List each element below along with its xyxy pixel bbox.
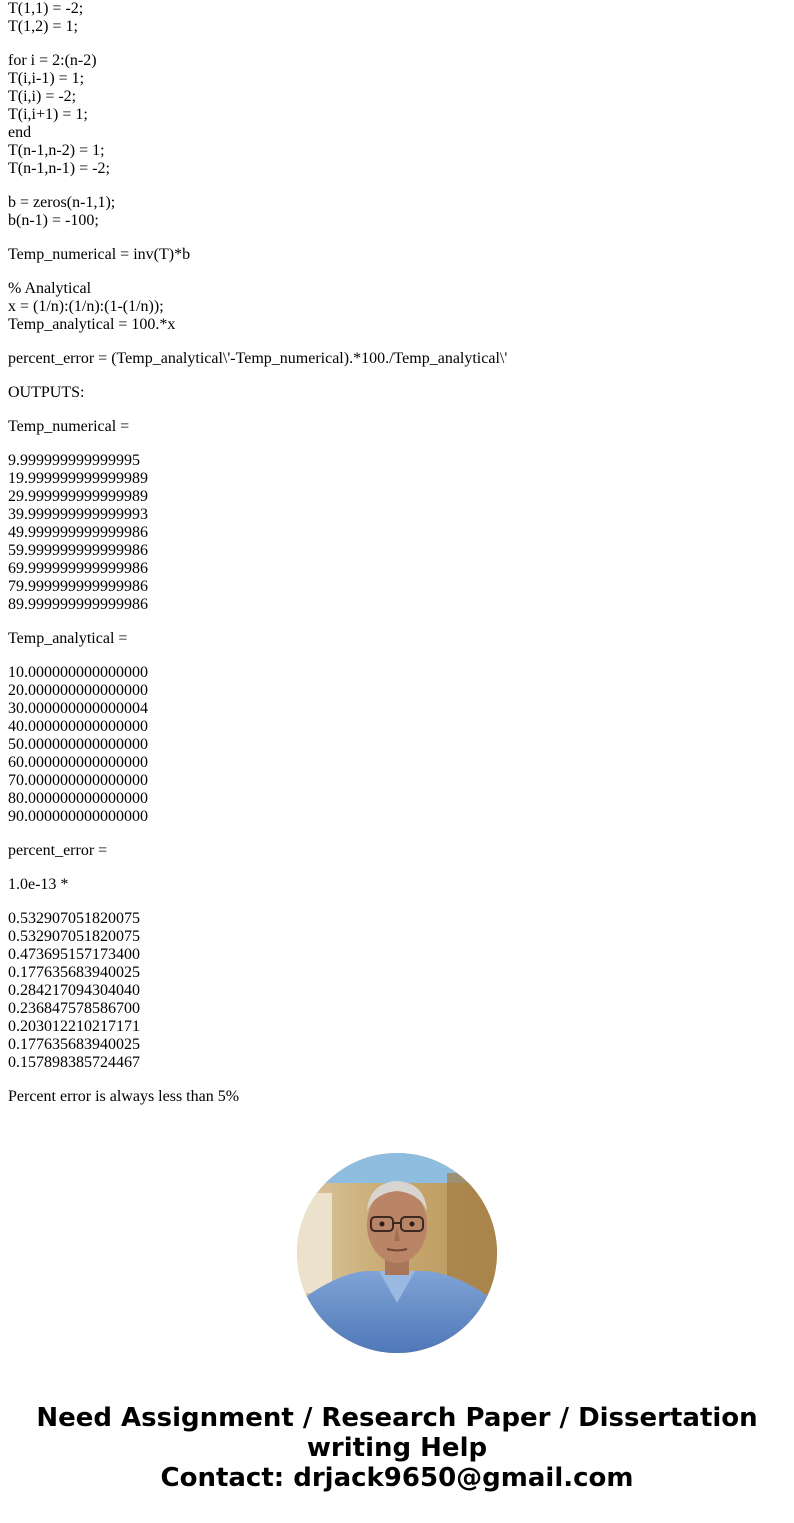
text-line: b(n-1) = -100;: [8, 212, 99, 229]
text-line: OUTPUTS:: [8, 384, 85, 401]
text-block: [8, 52, 788, 178]
text-line: 0.203012210217171: [8, 1018, 140, 1035]
text-block: [8, 452, 788, 614]
footer-line-2: writing Help: [306, 1433, 488, 1463]
text-line: Temp_analytical =: [8, 630, 128, 647]
document-body: [8, 0, 788, 1122]
text-line: T(i,i-1) = 1;: [8, 70, 85, 87]
footer-contact-email: Contact: drjack9650@gmail.com: [160, 1463, 634, 1493]
text-line: b = zeros(n-1,1);: [8, 194, 116, 211]
text-line: T(n-1,n-2) = 1;: [8, 142, 105, 159]
text-block: [8, 876, 788, 894]
text-line: 0.532907051820075: [8, 928, 140, 945]
text-line: 30.000000000000004: [8, 700, 148, 717]
text-line: 69.999999999999986: [8, 560, 148, 577]
text-block: [8, 350, 788, 368]
text-line: 0.236847578586700: [8, 1000, 140, 1017]
text-line: Percent error is always less than 5%: [8, 1088, 240, 1105]
text-block: [8, 910, 788, 1072]
text-line: 89.999999999999986: [8, 596, 148, 613]
footer-contact: [0, 1403, 794, 1493]
text-line: percent_error =: [8, 842, 108, 859]
text-line: 0.532907051820075: [8, 910, 140, 927]
avatar-photo: [297, 1153, 497, 1353]
text-block: [8, 280, 788, 334]
text-block: [8, 0, 788, 36]
text-line: 90.000000000000000: [8, 808, 148, 825]
text-line: 29.999999999999989: [8, 488, 148, 505]
text-line: for i = 2:(n-2): [8, 52, 97, 69]
text-line: T(i,i+1) = 1;: [8, 106, 88, 123]
text-line: 50.000000000000000: [8, 736, 148, 753]
text-block: [8, 194, 788, 230]
text-line: T(1,2) = 1;: [8, 18, 78, 35]
text-line: 10.000000000000000: [8, 664, 148, 681]
text-line: 19.999999999999989: [8, 470, 148, 487]
text-line: 0.284217094304040: [8, 982, 140, 999]
text-block: [8, 842, 788, 860]
text-line: 39.999999999999993: [8, 506, 148, 523]
text-block: [8, 630, 788, 648]
text-line: percent_error = (Temp_analytical\'-Temp_numerical).*100./Temp_analytical\': [8, 350, 508, 367]
text-line: 79.999999999999986: [8, 578, 148, 595]
text-block: [8, 1088, 788, 1106]
author-avatar: [297, 1153, 497, 1353]
text-block: [8, 384, 788, 402]
text-line: T(n-1,n-1) = -2;: [8, 160, 110, 177]
text-line: T(i,i) = -2;: [8, 88, 77, 105]
text-line: Temp_numerical =: [8, 418, 130, 435]
text-line: 9.999999999999995: [8, 452, 140, 469]
text-line: 40.000000000000000: [8, 718, 148, 735]
text-line: 0.177635683940025: [8, 1036, 140, 1053]
text-line: % Analytical: [8, 280, 92, 297]
text-block: [8, 664, 788, 826]
text-line: 80.000000000000000: [8, 790, 148, 807]
text-line: 70.000000000000000: [8, 772, 148, 789]
text-line: 20.000000000000000: [8, 682, 148, 699]
text-line: end: [8, 124, 32, 141]
text-line: 59.999999999999986: [8, 542, 148, 559]
text-line: 0.157898385724467: [8, 1054, 140, 1071]
text-line: x = (1/n):(1/n):(1-(1/n));: [8, 298, 164, 315]
text-line: 49.999999999999986: [8, 524, 148, 541]
text-line: 1.0e-13 *: [8, 876, 69, 893]
text-line: 0.473695157173400: [8, 946, 140, 963]
text-block: [8, 418, 788, 436]
text-line: 60.000000000000000: [8, 754, 148, 771]
text-line: Temp_analytical = 100.*x: [8, 316, 176, 333]
text-line: 0.177635683940025: [8, 964, 140, 981]
text-block: [8, 246, 788, 264]
footer-line-1: Need Assignment / Research Paper / Dissertation: [36, 1403, 758, 1433]
text-line: Temp_numerical = inv(T)*b: [8, 246, 191, 263]
text-line: T(1,1) = -2;: [8, 0, 84, 17]
